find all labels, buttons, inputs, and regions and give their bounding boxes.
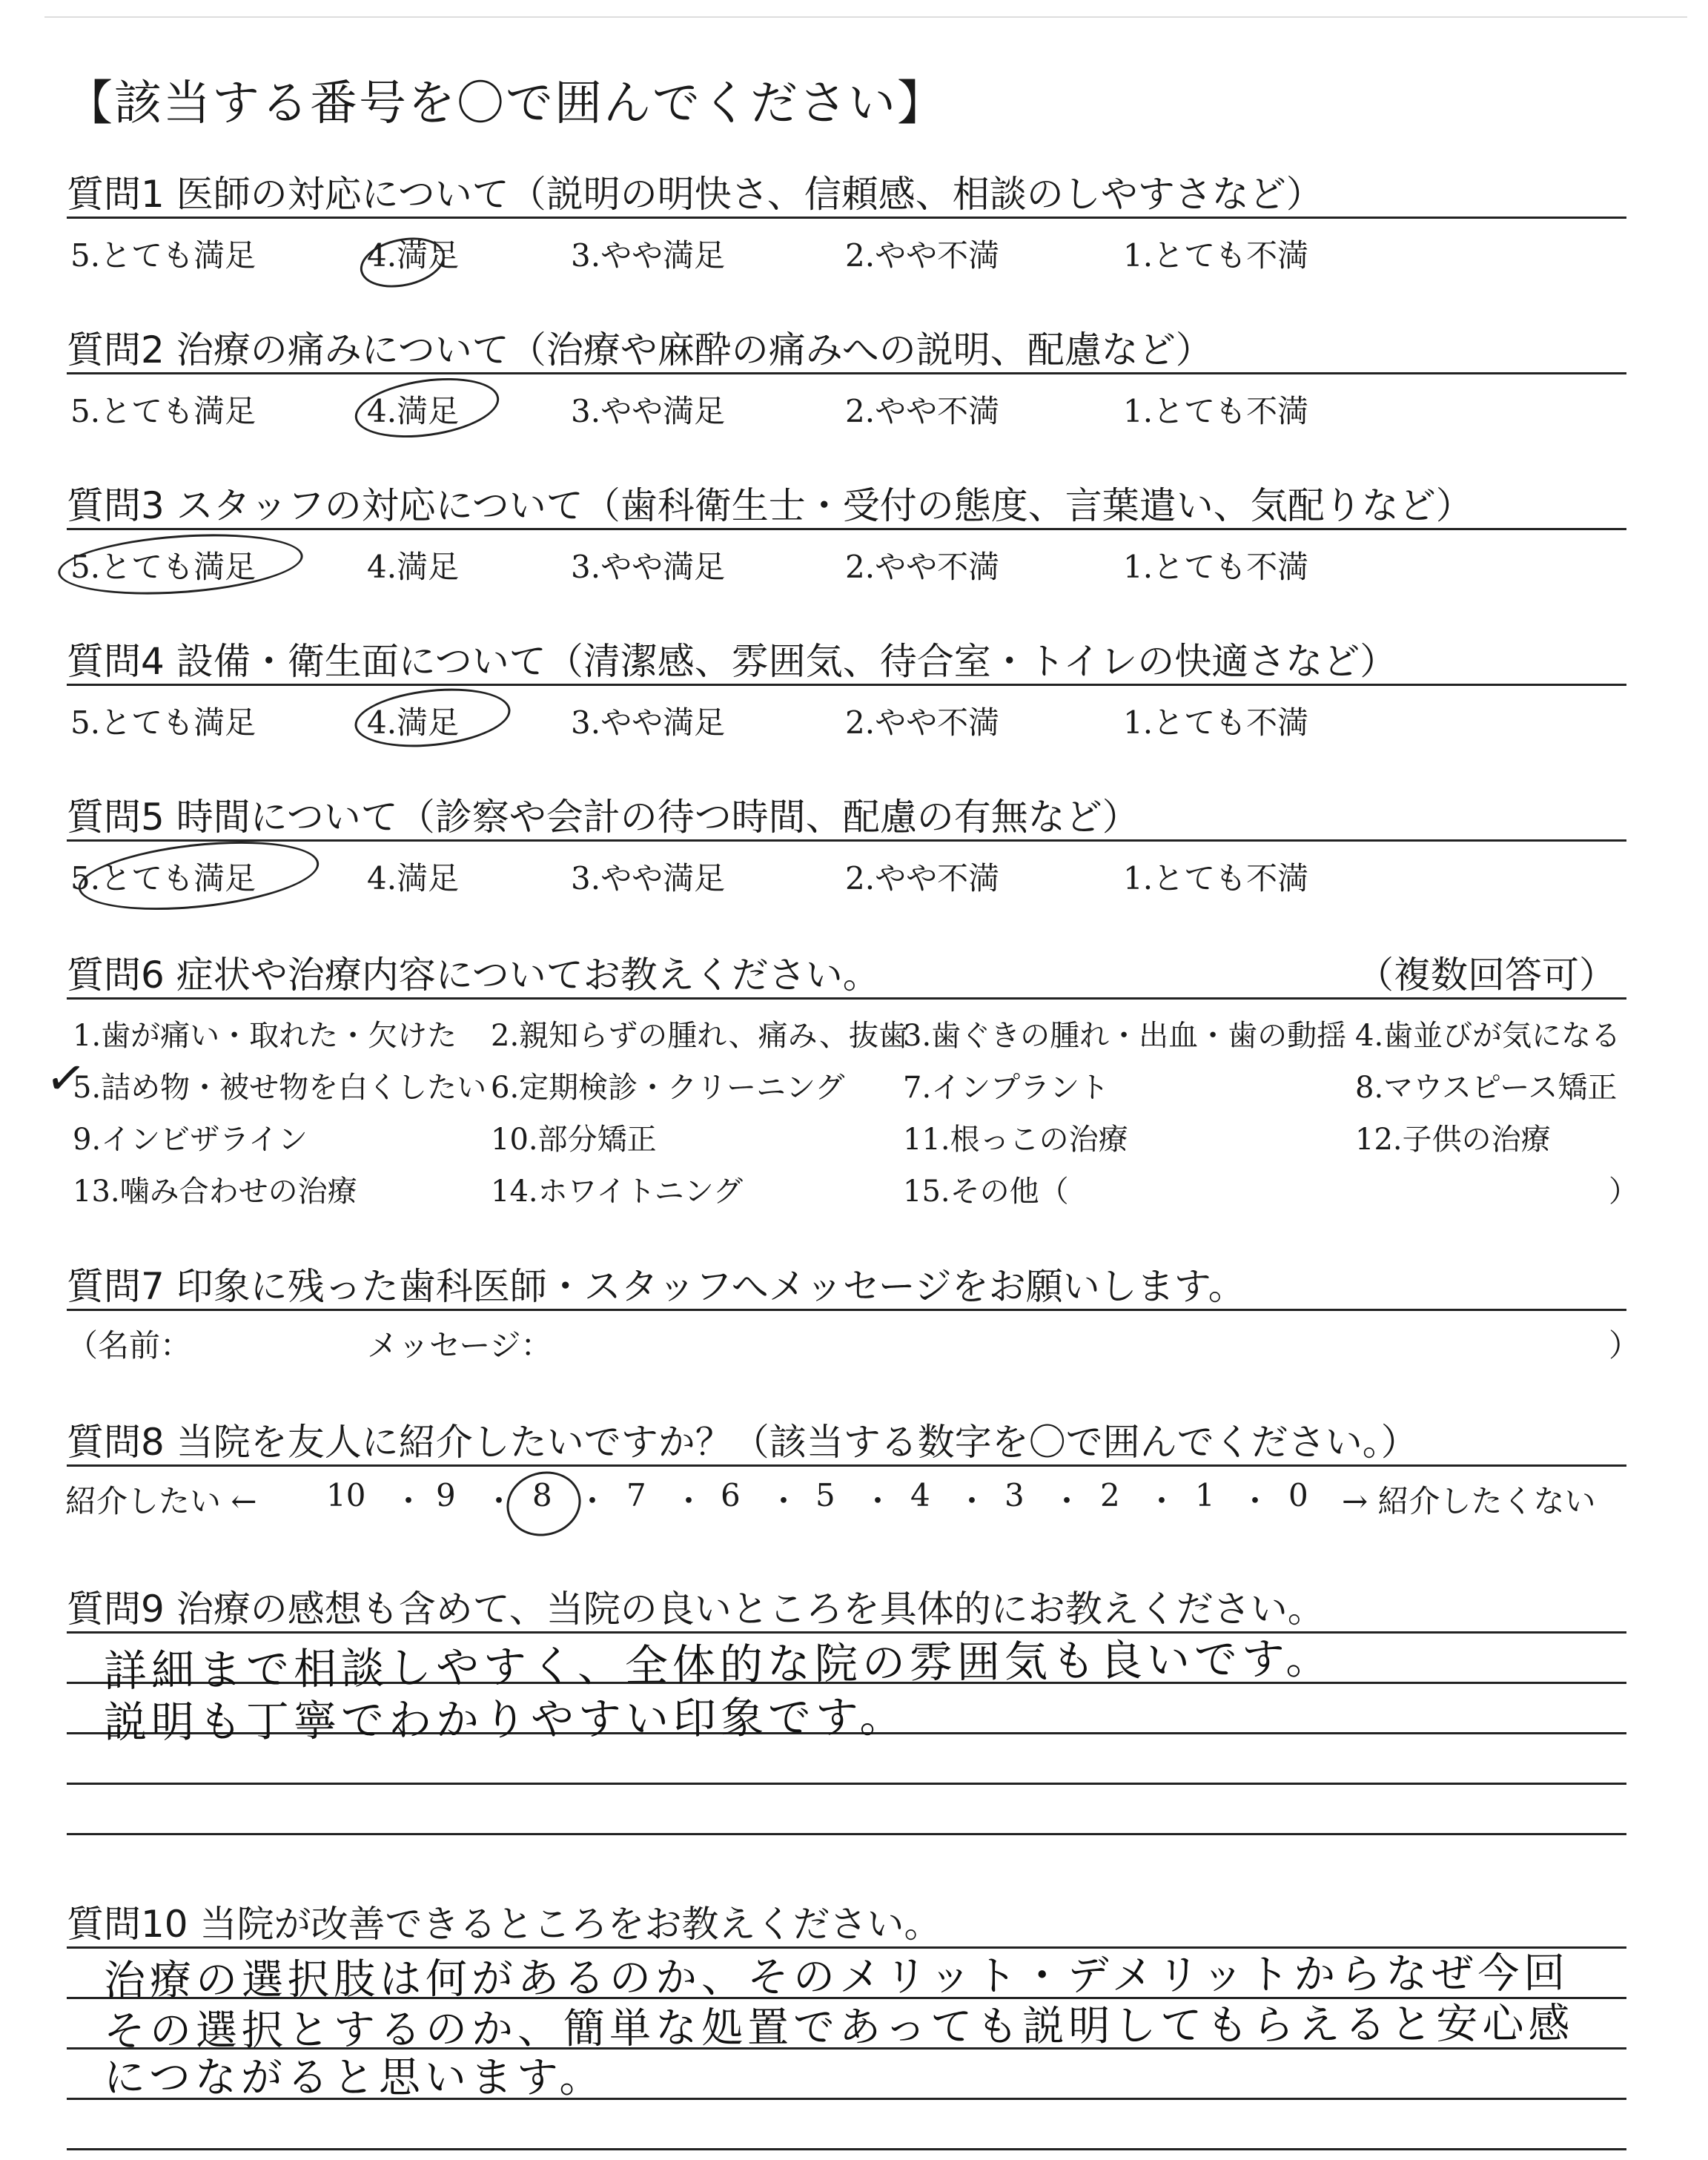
q5-rule <box>67 839 1626 842</box>
q4-option-2[interactable]: 2.やや不満 <box>845 704 1000 741</box>
q6-label: 質問6 症状や治療内容についてお教えください。 <box>67 954 880 997</box>
q5-label: 質問5 時間について（診察や会計の待つ時間、配慮の有無など） <box>67 796 1139 839</box>
q10-rule-5 <box>67 2148 1626 2150</box>
q1-label: 質問1 医師の対応について（説明の明快さ、信頼感、相談のしやすさなど） <box>67 173 1323 216</box>
q8-label: 質問8 当院を友人に紹介したいですか？（該当する数字を〇で囲んでください。） <box>67 1421 1418 1464</box>
q5-option-2[interactable]: 2.やや不満 <box>845 860 1000 896</box>
q9-rule-4 <box>67 1783 1626 1785</box>
q1-option-5[interactable]: 5.とても満足 <box>70 237 256 274</box>
q8-scale-sep: ・ <box>1051 1483 1083 1519</box>
q4-label: 質問4 設備・衛生面について（清潔感、雰囲気、待合室・トイレの快適さなど） <box>67 640 1397 683</box>
q3-rule <box>67 528 1626 530</box>
q6-option-15[interactable]: 15.その他（ <box>903 1175 1069 1209</box>
q9-label: 質問9 治療の感想も含めて、当院の良いところを具体的にお教えください。 <box>67 1588 1325 1631</box>
q7-name-label: （名前： <box>67 1327 192 1364</box>
q9-answer-line-2: 説明も丁寧でわかりやすい印象です。 <box>103 1691 907 1748</box>
q6-other-close-paren: ） <box>1609 1175 1638 1209</box>
q2-rule <box>67 372 1626 374</box>
q8-scale-9[interactable]: 9 <box>436 1477 456 1513</box>
q8-scale-7[interactable]: 7 <box>626 1477 646 1513</box>
q4-rule <box>67 684 1626 686</box>
q6-option-14[interactable]: 14.ホワイトニング <box>491 1175 744 1209</box>
q6-option-8[interactable]: 8.マウスピース矯正 <box>1355 1071 1618 1105</box>
q8-scale-1[interactable]: 1 <box>1195 1477 1215 1513</box>
q8-scale-sep: ・ <box>673 1483 705 1519</box>
q8-scale-sep: ・ <box>1239 1483 1271 1519</box>
q5-option-3[interactable]: 3.やや満足 <box>571 860 726 896</box>
q3-option-2[interactable]: 2.やや不満 <box>845 549 1000 585</box>
q8-scale-5[interactable]: 5 <box>815 1477 835 1513</box>
q4-option-3[interactable]: 3.やや満足 <box>571 704 726 741</box>
q8-rule <box>67 1464 1626 1467</box>
q8-scale-sep: ・ <box>1146 1483 1178 1519</box>
q1-option-1[interactable]: 1.とても不満 <box>1123 237 1309 274</box>
q10-label: 質問10 当院が改善できるところをお教えください。 <box>67 1903 941 1946</box>
q6-option-4[interactable]: 4.歯並びが気になる <box>1355 1019 1621 1053</box>
q2-option-2[interactable]: 2.やや不満 <box>845 393 1000 429</box>
q5-option-5[interactable]: 5.とても満足 <box>70 860 256 896</box>
q1-option-2[interactable]: 2.やや不満 <box>845 237 1000 274</box>
q7-rule <box>67 1309 1626 1311</box>
q8-scale-4[interactable]: 4 <box>910 1477 930 1513</box>
q9-answer-line-1: 詳細まで相談しやすく、全体的な院の雰囲気も良いです。 <box>103 1633 1334 1697</box>
q2-option-3[interactable]: 3.やや満足 <box>571 393 726 429</box>
q6-option-13[interactable]: 13.噛み合わせの治療 <box>73 1175 357 1209</box>
q8-left-label: 紹介したい ← <box>65 1483 257 1519</box>
q6-option-9[interactable]: 9.インビザライン <box>73 1123 308 1157</box>
q8-scale-8[interactable]: 8 <box>532 1477 552 1513</box>
q6-option-6[interactable]: 6.定期検診・クリーニング <box>491 1071 845 1105</box>
q2-label: 質問2 治療の痛みについて（治療や麻酔の痛みへの説明、配慮など） <box>67 328 1213 371</box>
q8-scale-10[interactable]: 10 <box>326 1477 366 1513</box>
q8-scale-sep: ・ <box>768 1483 800 1519</box>
q8-scale-2[interactable]: 2 <box>1100 1477 1120 1513</box>
q10-answer-line-3: につながると思います。 <box>104 2054 606 2102</box>
q1-option-3[interactable]: 3.やや満足 <box>571 237 726 274</box>
q4-option-4[interactable]: 4.満足 <box>367 704 460 741</box>
q8-scale-sep: ・ <box>483 1483 515 1519</box>
q6-option-12[interactable]: 12.子供の治療 <box>1355 1123 1551 1157</box>
q3-label: 質問3 スタッフの対応について（歯科衛生士・受付の態度、言葉遣い、気配りなど） <box>67 484 1473 527</box>
q8-right-label: → 紹介したくない <box>1342 1483 1596 1519</box>
q6-option-11[interactable]: 11.根っこの治療 <box>903 1123 1128 1157</box>
q6-option-5[interactable]: 5.詰め物・被せ物を白くしたい <box>73 1071 487 1105</box>
q8-scale-sep: ・ <box>577 1483 609 1519</box>
q6-option-7[interactable]: 7.インプラント <box>903 1071 1110 1105</box>
q8-scale-0[interactable]: 0 <box>1288 1477 1308 1513</box>
q2-option-4[interactable]: 4.満足 <box>367 393 460 429</box>
instruction-heading: 【該当する番号を〇で囲んでください】 <box>65 76 946 131</box>
q9-rule-5 <box>67 1833 1626 1835</box>
q8-scale-3[interactable]: 3 <box>1004 1477 1025 1513</box>
q6-rule <box>67 997 1626 1000</box>
q8-scale-6[interactable]: 6 <box>721 1477 741 1513</box>
q5-option-1[interactable]: 1.とても不満 <box>1123 860 1309 896</box>
q1-rule <box>67 217 1626 219</box>
q3-option-4[interactable]: 4.満足 <box>367 549 460 585</box>
q2-option-1[interactable]: 1.とても不満 <box>1123 393 1309 429</box>
page-top-edge <box>44 16 1687 18</box>
q6-option-3[interactable]: 3.歯ぐきの腫れ・出血・歯の動揺 <box>903 1019 1347 1053</box>
q7-close-paren: ） <box>1609 1327 1641 1364</box>
q1-option-4[interactable]: 4.満足 <box>367 237 460 274</box>
q5-option-4[interactable]: 4.満足 <box>367 860 460 896</box>
q10-answer-line-2: その選択とするのか、簡単な処置であっても説明してもらえると安心感 <box>103 1999 1575 2056</box>
q7-message-label: メッセージ： <box>367 1327 552 1364</box>
q7-label: 質問7 印象に残った歯科医師・スタッフへメッセージをお願いします。 <box>67 1265 1245 1308</box>
q6-multi-answer-note: （複数回答可） <box>1357 954 1616 997</box>
q3-option-5[interactable]: 5.とても満足 <box>70 549 256 585</box>
q10-answer-line-1: 治療の選択肢は何があるのか、そのメリット・デメリットからなぜ今回 <box>103 1949 1570 2006</box>
q6-option-2[interactable]: 2.親知らずの腫れ、痛み、抜歯 <box>491 1019 908 1053</box>
q3-option-1[interactable]: 1.とても不満 <box>1123 549 1309 585</box>
q8-scale-sep: ・ <box>393 1483 425 1519</box>
q6-option-1[interactable]: 1.歯が痛い・取れた・欠けた <box>73 1019 457 1053</box>
q2-option-5[interactable]: 5.とても満足 <box>70 393 256 429</box>
q4-option-5[interactable]: 5.とても満足 <box>70 704 256 741</box>
q6-option-10[interactable]: 10.部分矯正 <box>491 1123 657 1157</box>
q6-check-mark: ✓ <box>42 1048 90 1109</box>
q3-option-3[interactable]: 3.やや満足 <box>571 549 726 585</box>
q8-scale-sep: ・ <box>956 1483 988 1519</box>
q4-option-1[interactable]: 1.とても不満 <box>1123 704 1309 741</box>
q8-scale-sep: ・ <box>862 1483 894 1519</box>
